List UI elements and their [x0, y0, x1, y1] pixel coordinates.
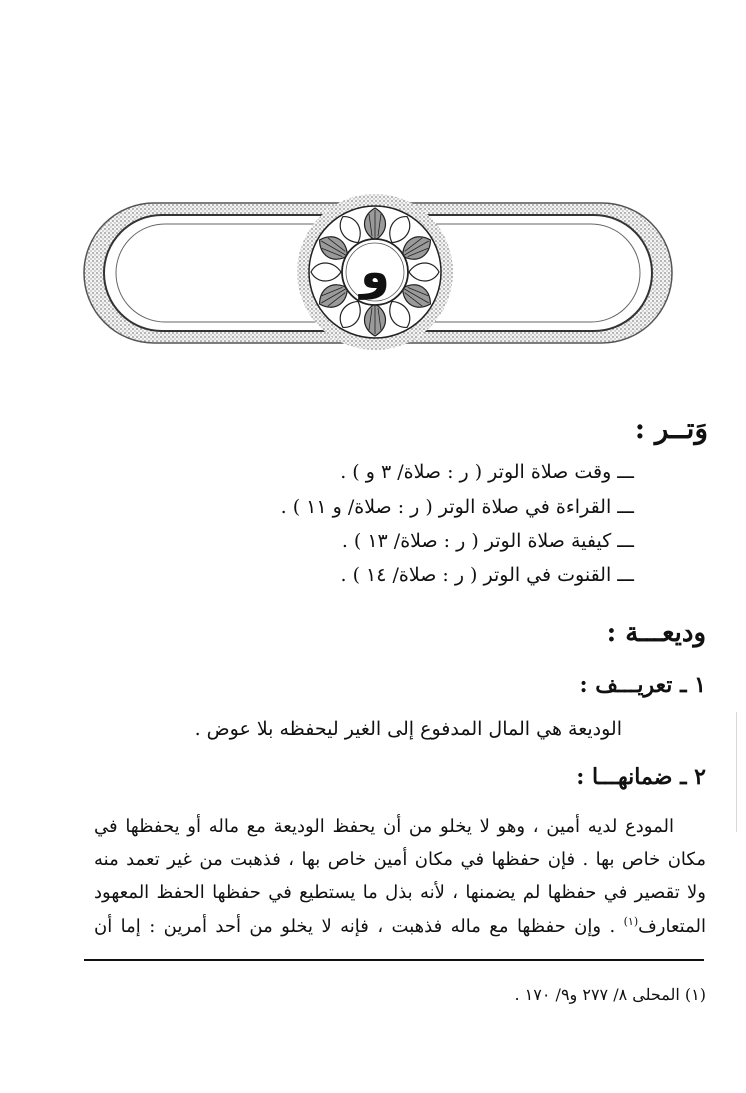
paragraph-line: مكان خاص بها . فإن حفظها في مكان أمين خاص بها ، فذهبت من غير تعمد منه	[94, 849, 706, 870]
footnote-divider	[84, 959, 704, 961]
section-heading-definition: ١ ـ تعريـــف :	[579, 672, 706, 698]
cross-reference-item: ـــ القراءة في صلاة الوتر ( ر : صلاة/ و ١١ ) .	[280, 496, 634, 518]
paragraph-line	[94, 915, 706, 937]
entry-title-wadia: وديعـــة :	[606, 618, 706, 648]
chapter-letter: و	[360, 244, 390, 300]
cross-reference-item: ـــ وقت صلاة الوتر ( ر : صلاة/ ٣ و ) .	[340, 461, 634, 483]
footnote-text: (١) المحلى ٨/ ٢٧٧ و٩/ ١٧٠ .	[514, 985, 706, 1004]
paragraph-text: . وإن حفظها مع ماله فذهبت ، فإنه لا يخلو من أحد أمرين : إما أن	[94, 916, 616, 937]
footnote-reference: (١)	[623, 915, 639, 928]
entry-title-watar: وَتــر :	[634, 412, 708, 445]
cross-reference-item: ـــ القنوت في الوتر ( ر : صلاة/ ١٤ ) .	[340, 564, 634, 586]
paragraph-line: ولا تقصير في حفظها لم يضمنها ، لأنه بذل ما يستطيع في حفظها الحفظ المعهود	[94, 882, 706, 903]
section-heading-liability: ٢ ـ ضمانهـــا :	[576, 764, 706, 790]
margin-line	[736, 712, 737, 832]
paragraph-text: المتعارف	[638, 916, 706, 937]
paragraph-line: المودع لديه أمين ، وهو لا يخلو من أن يحفظ الوديعة مع ماله أو يحفظها في	[94, 816, 674, 837]
cross-reference-item: ـــ كيفية صلاة الوتر ( ر : صلاة/ ١٣ ) .	[341, 530, 634, 552]
definition-text: الوديعة هي المال المدفوع إلى الغير ليحفظه بلا عوض .	[194, 718, 622, 740]
